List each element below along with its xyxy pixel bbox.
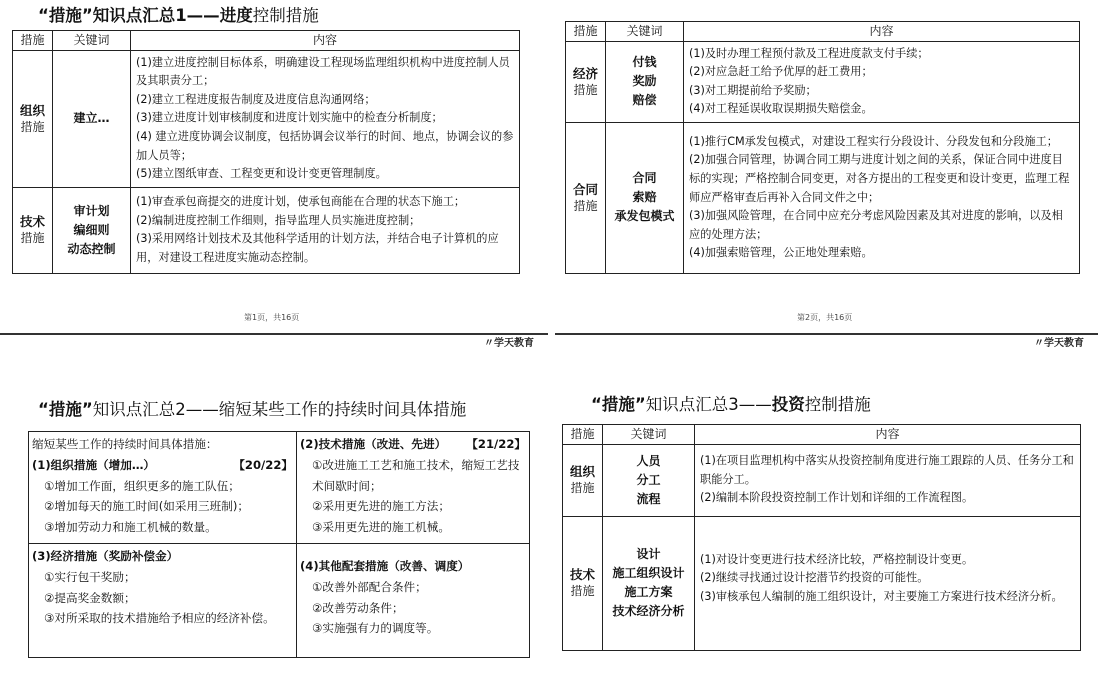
brand-logo: 〃学天教育 — [484, 338, 534, 349]
content-cell: (1)在项目监理机构中落实从投资控制角度进行施工跟踪的人员、任务分工和职能分工。 (2)编制本阶段投资控制工作计划和详细的工作流程图。 — [695, 444, 1081, 516]
org-measures-box: 缩短某些工作的持续时间具体措施： (1)组织措施（增加…） 【20/22】 ①增加工作面，组织更多的施工队伍； ②增加每天的施工时间(如采用三班制)； ③增加劳动力和施工机械的数量。 — [28, 431, 297, 544]
page1-footer: 第1页，共16页 — [244, 313, 300, 322]
page1-title: “措施”知识点汇总1——进度控制措施 — [38, 6, 319, 25]
page2-footer: 第2页，共16页 — [797, 313, 853, 322]
table-row — [566, 41, 1080, 122]
page4-table — [562, 424, 1081, 651]
content-cell: (1)建立进度控制目标体系，明确建设工程现场监理组织机构中进度控制人员及其职责分工； (2)建立工程进度报告制度及进度信息沟通网络； (3)建立进度计划审核制度和进度计划实施中的检查分析制度； (4) 建立进度协调会议制度，包括协调会议举行的时间、地点，协调会议的参加人员等； (5)建立图纸审查、工程变更和设计变更管理制度。 — [131, 50, 520, 187]
tech-measures-box: (2)技术措施（改进、先进） 【21/22】 ①改进施工工艺和施工技术，缩短工艺技术间歇时间； ②采用更先进的施工方法； ③采用更先进的施工机械。 — [296, 431, 530, 544]
keyword-cell: 付钱 奖励 赔偿 — [606, 41, 684, 122]
page-divider — [555, 333, 1098, 335]
measure-cell: 技术 措施 — [563, 516, 603, 650]
page1-table — [12, 30, 520, 274]
header-content: 内容 — [131, 31, 520, 51]
keyword-cell: 合同 索赔 承发包模式 — [606, 122, 684, 273]
measure-cell: 经济 措施 — [566, 41, 606, 122]
tech-tag: 【21/22】 — [466, 437, 526, 451]
measure-cell: 组织 措施 — [13, 50, 53, 187]
other-measures-box: (4)其他配套措施（改善、调度） ①改善外部配合条件； ②改善劳动条件； ③实施强有力的调度等。 — [296, 543, 530, 658]
table-row — [563, 444, 1081, 516]
table-row — [566, 122, 1080, 273]
page2-table — [565, 21, 1080, 274]
header-keyword: 关键词 — [606, 22, 684, 42]
content-cell: (1)推行CM承发包模式，对建设工程实行分段设计、分段发包和分段施工； (2)加强合同管理，协调合同工期与进度计划之间的关系，保证合同中进度目标的实现；严格控制合同变更，对各方提出的工程变更和设计变更，监理工程师应严格审查后再补入合同文件之中； (3)加强风险管理，在合同中应充分考虑风险因素及其对进度的影响，以及相应的处理方法； (4)加强索赔管理，公正地处理索赔。 — [684, 122, 1080, 273]
header-measure: 措施 — [13, 31, 53, 51]
measure-cell: 组织 措施 — [563, 444, 603, 516]
econ-measures-box: (3)经济措施（奖励补偿金） ①实行包干奖励； ②提高奖金数额； ③对所采取的技术措施给予相应的经济补偿。 — [28, 543, 297, 658]
logo-icon: 〃 — [1034, 338, 1044, 349]
table-row — [13, 187, 520, 273]
org-tag: 【20/22】 — [233, 457, 293, 472]
content-cell: (1)对设计变更进行技术经济比较，严格控制设计变更。 (2)继续寻找通过设计挖潜节约投资的可能性。 (3)审核承包人编制的施工组织设计，对主要施工方案进行技术经济分析。 — [695, 516, 1081, 650]
page4-title: “措施”知识点汇总3——投资控制措施 — [591, 395, 871, 414]
measure-cell: 合同 措施 — [566, 122, 606, 273]
measure-cell: 技术 措施 — [13, 187, 53, 273]
brand-logo: 〃学天教育 — [1034, 338, 1084, 349]
keyword-cell: 建立… — [53, 50, 131, 187]
header-measure: 措施 — [566, 22, 606, 42]
header-keyword: 关键词 — [53, 31, 131, 51]
keyword-cell: 设计 施工组织设计 施工方案 技术经济分析 — [603, 516, 695, 650]
table-row — [13, 50, 520, 187]
page-divider — [0, 333, 548, 335]
keyword-cell: 人员 分工 流程 — [603, 444, 695, 516]
header-measure: 措施 — [563, 425, 603, 445]
content-cell: (1)及时办理工程预付款及工程进度款支付手续； (2)对应急赶工给予优厚的赶工费用； (3)对工期提前给予奖励； (4)对工程延误收取误期损失赔偿金。 — [684, 41, 1080, 122]
page3-title: “措施”知识点汇总2——缩短某些工作的持续时间具体措施 — [38, 400, 467, 419]
table-row — [563, 516, 1081, 650]
keyword-cell: 审计划 编细则 动态控制 — [53, 187, 131, 273]
header-content: 内容 — [695, 425, 1081, 445]
content-cell: (1)审查承包商提交的进度计划，使承包商能在合理的状态下施工； (2)编制进度控制工作细则，指导监理人员实施进度控制； (3)采用网络计划技术及其他科学适用的计划方法，并结合电子计算机的应用，对建设工程进度实施动态控制。 — [131, 187, 520, 273]
logo-icon: 〃 — [484, 338, 494, 349]
header-keyword: 关键词 — [603, 425, 695, 445]
intro-text: 缩短某些工作的持续时间具体措施： — [32, 437, 218, 451]
header-content: 内容 — [684, 22, 1080, 42]
